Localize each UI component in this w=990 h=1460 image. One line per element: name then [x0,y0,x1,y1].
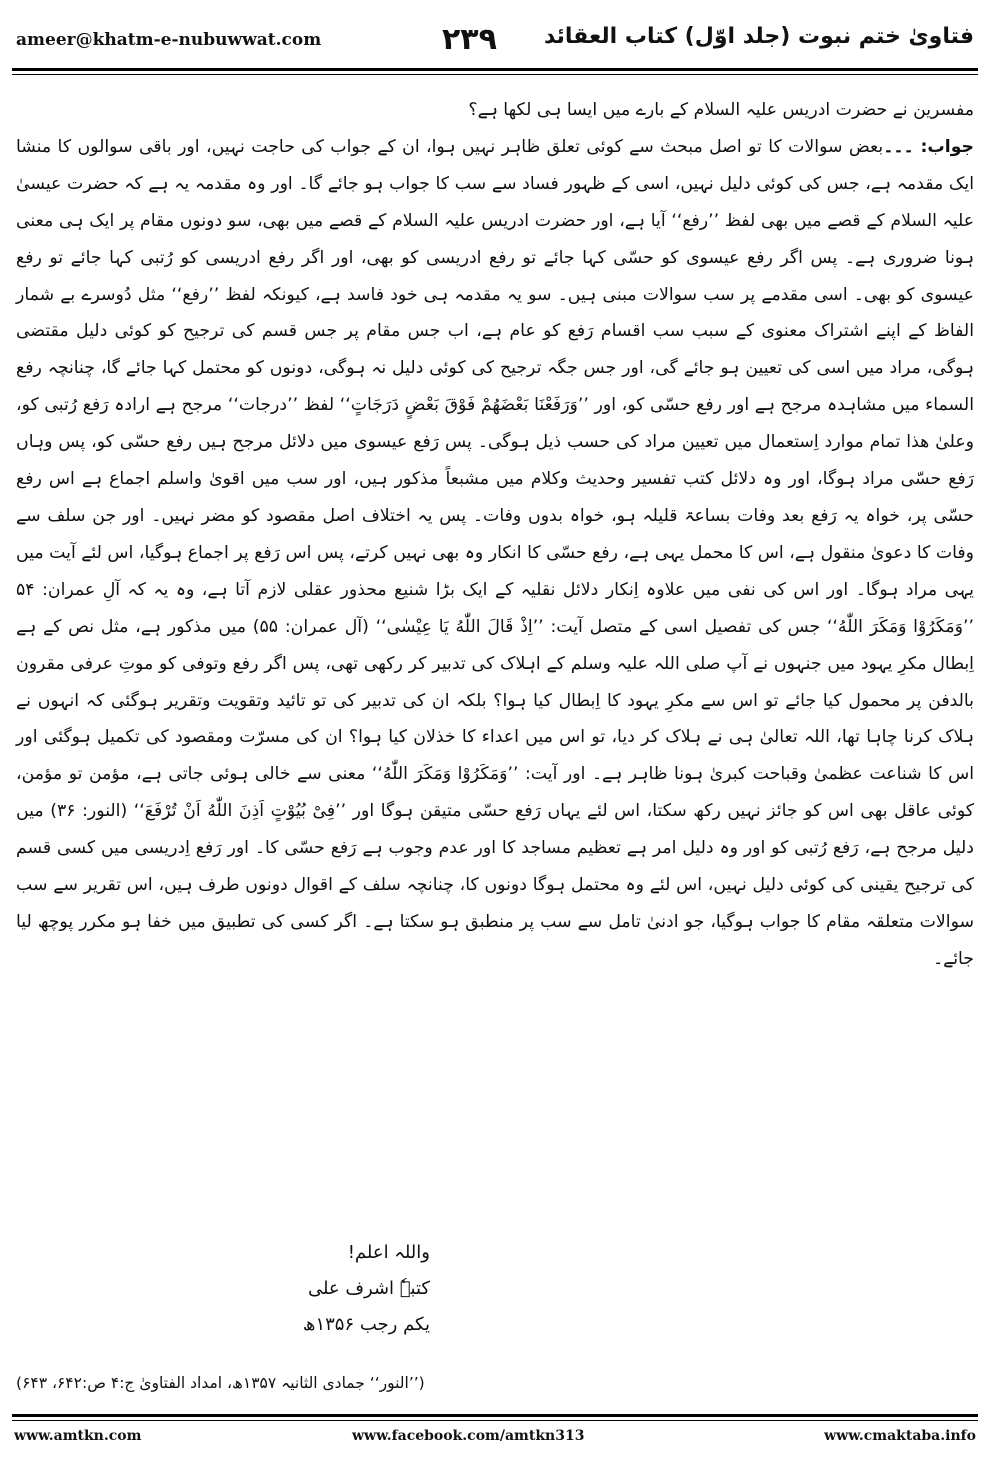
question-closing: مفسرین نے حضرت ادریس علیہ السلام کے بارے میں ایسا ہی لکھا ہے؟ [468,100,974,120]
author-name: کتبہٗ اشرف علی [307,1278,430,1299]
footer-rule-thin [12,1420,978,1421]
fatwa-body [16,92,974,978]
footer-rule-thick [12,1414,978,1417]
answer-paragraph [16,129,974,978]
answer-label: جواب: ۔۔۔ [883,136,974,157]
page-footer [12,1426,978,1450]
header-rule-thin [12,74,978,75]
closing-phrase: واللہ اعلم! [347,1242,430,1263]
answer-text: بعض سوالات کا تو اصل مبحث سے کوئی تعلق ظاہر نہیں ہوا، ان کے جواب کی حاجت نہیں، اور باقی سوالوں کا منشا ایک مقدمہ ہے، جس کی کوئی دلیل نہیں، اسی کے ظہور فساد سے سب کا جواب ہو جائے گا۔ اور وہ مقدمہ یہ ہے کہ حضرت عیسیٰ علیہ السلام کے قصے میں بھی لفظ ’’رفع‘‘ آیا ہے، اور حضرت ادریس علیہ السلام کے قصے میں بھی، سو دونوں مقام پر ایک ہی معنی ہونا ضروری ہے۔ پس اگر رفع عیسوی کو حسّی کہا جائے تو رفع ادریسی کو بھی، اور اگر رفع ادریسی کو رُتبی کہا جائے تو رفع عیسوی کو بھی۔ اسی مقدمے پر سب سوالات مبنی ہیں۔ سو یہ مقدمہ ہی خود فاسد ہے، کیونکہ لفظ ’’رفع‘‘ مثل دُوسرے بے شمار الفاظ کے اپنے اشتراک معنوی کے سبب سب اقسام رَفع کو عام ہے، اب جس مقام پر جس قسم کی ترجیح کو کوئی دلیل مقتضی ہوگی، مراد میں اسی کی تعیین ہو جائے گی، اور جس جگہ ترجیح کی کوئی دلیل نہ ہوگی، دونوں کو محتمل کہا جائے گا، چنانچہ رفع السماء میں مشاہدہ مرجح ہے اور رفع حسّی کو، اور ’’وَرَفَعْنَا بَعْضَهُمْ فَوْقَ بَعْضٍ دَرَجَاتٍ‘‘ لفظ ’’درجات‘‘ مرجح ہے ارادہ رَفع رُتبی کو، وعلیٰ ھذا تمام موارد اِستعمال میں تعیین مراد کی حسب ذیل ہوگی۔ پس رَفع عیسوی میں دلائل مرجح ہیں رفع حسّی کو، پس وہاں رَفع حسّی مراد ہوگا، اور وہ دلائل کتب تفسیر وحدیث وکلام میں مشبعاً مذکور ہیں، اور سب میں اقویٰ واسلم اجماع ہے اس رفع حسّی پر، خواہ یہ رَفع بعد وفات بساعۃ قلیلہ ہو، خواہ بدوں وفات۔ پس یہ اختلاف اصل مقصود کو مضر نہیں۔ اور جن سلف سے وفات کا دعویٰ منقول ہے، اس کا محمل یہی ہے، رفع حسّی کا انکار وہ بھی نہیں کرتے، پس اس رَفع پر اجماع ہوگیا، اس لئے آیت میں یہی مراد ہوگا۔ اور اس کی نفی میں علاوہ اِنکار دلائل نقلیہ کے ایک بڑا شنیع محذور عقلی لازم آتا ہے، وہ یہ کہ آلِ عمران: ۵۴ ’’وَمَكَرُوْا وَمَكَرَ اللّٰهُ‘‘ جس کی تفصیل اسی کے متصل آیت: ’’اِذْ قَالَ اللّٰهُ يَا عِيْسٰى‘‘ (آل عمران: ۵۵) میں مذکور ہے، مثل نص کے ہے اِبطال مکرِ یہود میں جنہوں نے آپ صلی اللہ علیہ وسلم کے اہلاک کی تدبیر کر رکھی تھی، پس اگر رفع وتوفی کو موتِ عرفی مقرون بالدفن پر محمول کیا جائے تو اس سے مکرِ یہود کا اِبطال کیا ہوا؟ بلکہ ان کی تدبیر کی تو تائید وتقویت وتقریر ہوگئی کہ انہوں نے ہلاک کرنا چاہا تھا، اللہ تعالیٰ ہی نے ہلاک کر دیا، تو اس میں اعداء کا خذلان کیا ہوا؟ ان کی مسرّت ومقصود کی تکمیل ہوگئی اور اس کا شناعت عظمیٰ وقباحت کبریٰ ہونا ظاہر ہے۔ اور آیت: ’’وَمَكَرُوْا وَمَكَرَ اللّٰهُ‘‘ معنی سے خالی ہوئی جاتی ہے، مؤمن تو مؤمن، کوئی عاقل بھی اس کو جائز نہیں رکھ سکتا، اس لئے یہاں رَفع حسّی متیقن ہوگا اور ’’فِیْ بُيُوْتٍ اَذِنَ اللّٰهُ اَنْ تُرْفَعَ‘‘ (النور: ۳۶) میں دلیل مرجح ہے، رَفع رُتبی کو اور وہ دلیل امر ہے تعظیم مساجد کا اور عدم وجوب ہے رَفع حسّی کا۔ اور رَفع اِدریسی میں کسی قسم کی ترجیح یقینی کی کوئی دلیل نہیں، اس لئے وہ محتمل ہوگا دونوں کا، چنانچہ سلف کے اقوال دونوں طرف ہیں، اس تقریر سے سب سوالات متعلقہ مقام کا جواب ہوگیا، جو ادنیٰ تامل سے سب پر منطبق ہو سکتا ہے۔ اگر کسی کی تطبیق میں خفا ہو مکرر پوچھ لیا جائے۔ [16,136,974,969]
signature-date: یکم رجب ۱۳۵۶ھ [302,1314,430,1335]
header-email[interactable]: ameer@khatm-e-nubuwwat.com [16,30,322,50]
signature-block [303,1235,430,1343]
book-title: فتاویٰ ختم نبوت (جلد اوّل) کتاب العقائد [543,24,974,49]
header-rule-thick [12,68,978,71]
footer-link-cmaktaba[interactable]: www.cmaktaba.info [824,1428,976,1444]
page-number: ۲۳۹ [442,22,497,57]
page-header [12,18,978,70]
footer-link-facebook[interactable]: www.facebook.com/amtkn313 [352,1428,585,1444]
source-reference: (’’النور‘‘ جمادی الثانیہ ۱۳۵۷ھ، امداد الفتاویٰ ج:۴ ص:۶۴۲، ۶۴۳) [16,1374,425,1392]
footer-link-amtkn[interactable]: www.amtkn.com [14,1428,142,1444]
